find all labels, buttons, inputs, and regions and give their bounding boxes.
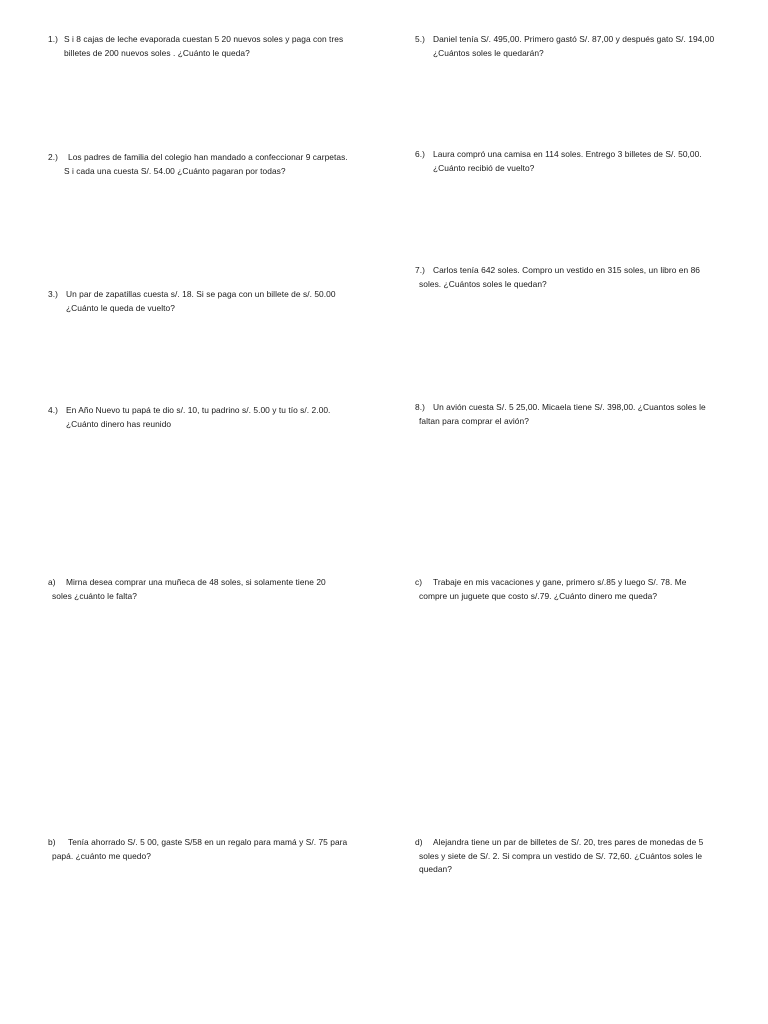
problem-b bbox=[48, 836, 388, 863]
problem-a bbox=[48, 576, 388, 603]
problem-line: papá. ¿cuánto me quedo? bbox=[52, 850, 151, 861]
problem-number: 4.) bbox=[48, 405, 58, 415]
problem-number: 2.) bbox=[48, 152, 58, 162]
problem-line: ¿Cuántos soles le quedarán? bbox=[433, 47, 544, 58]
problem-number: 6.) bbox=[415, 149, 425, 159]
problem-line: ¿Cuánto dinero has reunido bbox=[66, 418, 172, 429]
problem-line: soles y siete de S/. 2. Si compra un vestido de S/. 72,60. ¿Cuántos soles le bbox=[419, 850, 703, 861]
problem-number: 8.) bbox=[415, 402, 425, 412]
problem-number: 1.) bbox=[48, 34, 58, 44]
problem-line: S i cada una cuesta S/. 54.00 ¿Cuánto pagaran por todas? bbox=[64, 165, 286, 176]
problem-line: quedan? bbox=[419, 864, 452, 874]
problem-line: ¿Cuánto le queda de vuelto? bbox=[66, 302, 175, 313]
problem-line: Tenía ahorrado S/. 5 00, gaste S/58 en un regalo para mamá y S/. 75 para bbox=[68, 837, 348, 847]
problem-line: Los padres de familia del colegio han mandado a confeccionar 9 carpetas. bbox=[68, 152, 348, 162]
problem-line: soles ¿cuánto le falta? bbox=[52, 590, 137, 601]
problem-line: Un par de zapatillas cuesta s/. 18. Si se paga con un billete de s/. 50.00 bbox=[66, 289, 336, 299]
problem-line: Alejandra tiene un par de billetes de S/. 20, tres pares de monedas de 5 bbox=[433, 837, 704, 847]
problem-6 bbox=[415, 148, 755, 175]
problem-number: b) bbox=[48, 837, 56, 847]
problem-number: 7.) bbox=[415, 265, 425, 275]
problem-number: 5.) bbox=[415, 34, 425, 44]
problem-line: faltan para comprar el avión? bbox=[419, 415, 529, 426]
problem-number: d) bbox=[415, 837, 423, 847]
problem-line: ¿Cuánto recibió de vuelto? bbox=[433, 162, 535, 173]
problem-line: billetes de 200 nuevos soles . ¿Cuánto le queda? bbox=[64, 47, 250, 58]
problem-line: Carlos tenía 642 soles. Compro un vestido en 315 soles, un libro en 86 bbox=[433, 265, 701, 275]
problem-number: 3.) bbox=[48, 289, 58, 299]
problem-line: S i 8 cajas de leche evaporada cuestan 5 20 nuevos soles y paga con tres bbox=[64, 34, 344, 44]
problem-line: Laura compró una camisa en 114 soles. Entrego 3 billetes de S/. 50,00. bbox=[433, 149, 702, 159]
problem-8 bbox=[415, 401, 755, 428]
problem-number: c) bbox=[415, 577, 423, 587]
problem-3 bbox=[48, 288, 388, 315]
problem-4 bbox=[48, 404, 388, 431]
problem-5 bbox=[415, 33, 755, 60]
problem-line: Un avión cuesta S/. 5 25,00. Micaela tiene S/. 398,00. ¿Cuantos soles le bbox=[433, 402, 706, 412]
problem-line: Trabaje en mis vacaciones y gane, primero s/.85 y luego S/. 78. Me bbox=[433, 577, 687, 587]
problem-line: Daniel tenía S/. 495,00. Primero gastó S/. 87,00 y después gato S/. 194,00 bbox=[433, 34, 715, 44]
problem-line: En Año Nuevo tu papá te dio s/. 10, tu padrino s/. 5.00 y tu tío s/. 2.00. bbox=[66, 405, 331, 415]
problem-number: a) bbox=[48, 577, 56, 587]
problem-d bbox=[415, 836, 755, 877]
problem-line: Mirna desea comprar una muñeca de 48 soles, si solamente tiene 20 bbox=[66, 577, 326, 587]
problem-line: compre un juguete que costo s/.79. ¿Cuánto dinero me queda? bbox=[419, 590, 658, 601]
problem-line: soles. ¿Cuántos soles le quedan? bbox=[419, 278, 547, 289]
problem-c bbox=[415, 576, 755, 603]
problem-2 bbox=[48, 151, 388, 178]
problem-7 bbox=[415, 264, 755, 291]
problem-1 bbox=[48, 33, 388, 60]
